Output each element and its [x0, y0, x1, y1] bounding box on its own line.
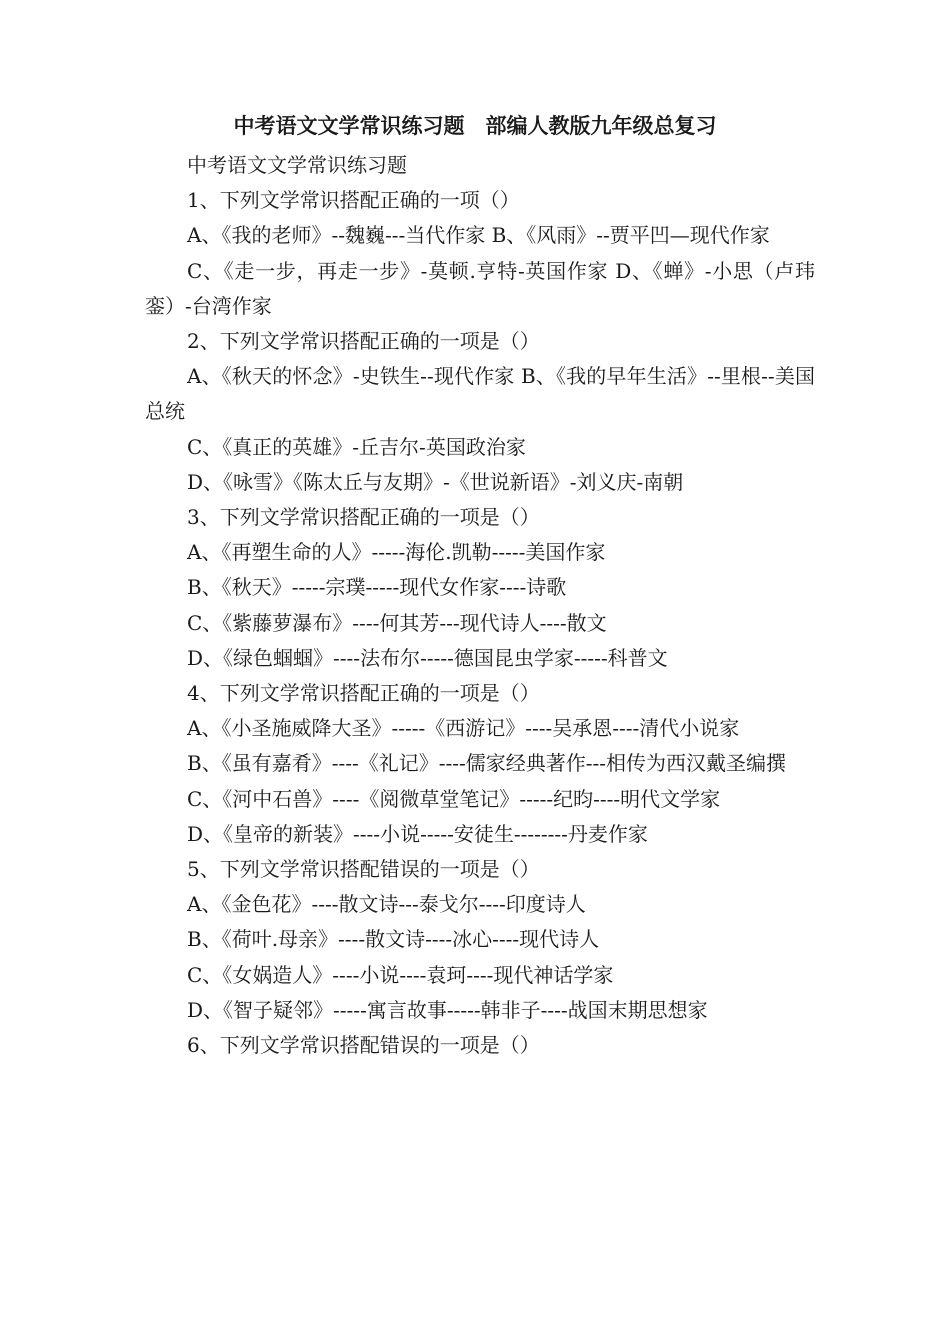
- document-paragraph: 5、下列文学常识搭配错误的一项是（）: [187, 857, 540, 882]
- document-paragraph: 6、下列文学常识搭配错误的一项是（）: [187, 1033, 540, 1058]
- document-paragraph: C、《紫藤萝瀑布》----何其芳---现代诗人----散文: [187, 610, 607, 635]
- document-paragraph: 3、下列文学常识搭配正确的一项是（）: [187, 505, 540, 530]
- document-paragraph: 2、下列文学常识搭配正确的一项是（）: [187, 329, 540, 354]
- document-subtitle: 中考语文文学常识练习题: [187, 153, 407, 177]
- document-title: 中考语文文学常识练习题 部编人教版九年级总复习: [233, 114, 717, 138]
- document-paragraph: C、《真正的英雄》-丘吉尔-英国政治家: [187, 434, 526, 459]
- document-paragraph: A、《秋天的怀念》-史铁生--现代作家 B、《我的早年生活》--里根--美国总统: [145, 364, 815, 424]
- document-paragraph: A、《我的老师》--魏巍---当代作家 B、《风雨》--贾平凹—现代作家: [187, 223, 770, 248]
- document-paragraph: C、《女娲造人》----小说----袁珂----现代神话学家: [187, 962, 614, 987]
- document-body: [145, 148, 815, 1063]
- document-paragraph: C、《河中石兽》----《阅微草堂笔记》-----纪昀----明代文学家: [187, 786, 721, 811]
- document-paragraph: D、《智子疑邻》-----寓言故事-----韩非子----战国末期思想家: [187, 997, 708, 1022]
- document-paragraph: B、《虽有嘉肴》----《礼记》----儒家经典著作---相传为西汉戴圣编撰: [187, 751, 787, 776]
- document-paragraph: C、《走一步，再走一步》-莫顿.亨特-英国作家 D、《蝉》-小思（卢玮銮）-台湾作家: [145, 258, 815, 318]
- document-paragraph: D、《皇帝的新装》----小说-----安徒生--------丹麦作家: [187, 821, 648, 846]
- document-paragraph: A、《小圣施威降大圣》-----《西游记》----吴承恩----清代小说家: [187, 716, 740, 741]
- document-paragraph: B、《荷叶.母亲》----散文诗----冰心----现代诗人: [187, 927, 600, 952]
- document-paragraph: 4、下列文学常识搭配正确的一项是（）: [187, 681, 540, 706]
- document-paragraph: A、《再塑生命的人》-----海伦.凯勒-----美国作家: [187, 540, 606, 565]
- document-paragraph: B、《秋天》-----宗璞-----现代女作家----诗歌: [187, 575, 567, 600]
- document-paragraph: 1、下列文学常识搭配正确的一项（）: [187, 188, 520, 213]
- document-paragraph: A、《金色花》----散文诗---泰戈尔----印度诗人: [187, 892, 586, 917]
- document-paragraph: D、《绿色蝈蝈》----法布尔-----德国昆虫学家-----科普文: [187, 645, 668, 670]
- document-paragraph: D、《咏雪》《陈太丘与友期》-《世说新语》-刘义庆-南朝: [187, 469, 684, 494]
